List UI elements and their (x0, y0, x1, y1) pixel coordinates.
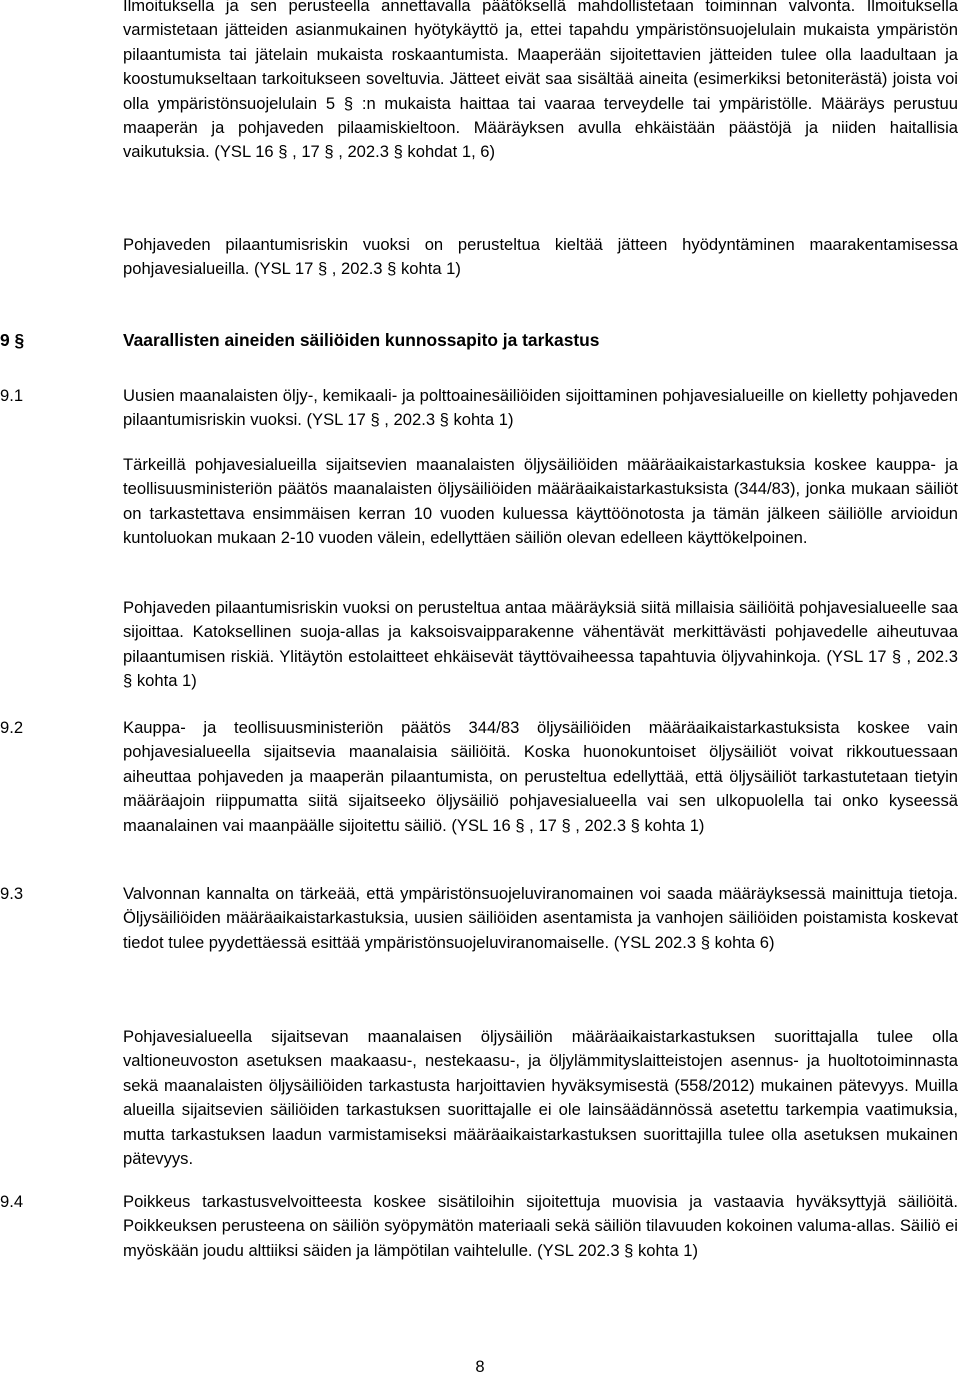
item-number-9-1: 9.1 (0, 386, 24, 405)
item-9-1-paragraph-1: Uusien maanalaisten öljy-, kemikaali- ja polttoainesäiliöiden sijoittaminen pohjavesialueille on kielletty pohjaveden pilaantumisriskin vuoksi. (YSL 17 § , 202.3 § kohta 1) (123, 386, 958, 430)
item-9-2-paragraph-1: Kauppa- ja teollisuusministeriön päätös 344/83 öljysäiliöiden määräaikaistarkastuksista koskee vain pohjavesialueella sijaitsevia maanalaisia säiliöitä. Koska huonokuntoiset öljysäiliöt voivat rikkoutuessaan aiheuttaa pohjaveden ja maaperän pilaantumista, on perusteltua edellyttää, että öljysäiliöt tarkastutetaan tietyin määräajoin riippumatta siitä sijaitseeko öljysäiliö pohjavesialueella vai sen ulkopuolella tai onko kyseessä maanalainen vai maanpäälle sijoitettu säiliö. (YSL 16 § , 17 § , 202.3 § kohta 1) (123, 718, 958, 835)
paragraph-notification-basis: Ilmoituksella ja sen perusteella annettavalla päätöksellä mahdollistetaan toiminnan valvonta. Ilmoituksella varmistetaan jätteiden asianmukainen hyötykäyttö ja, ettei tapahdu ympäristönsuojelulain mukaista ympäristön pilaantumista tai jätelain mukaista roskaantumista. Maaperään sijoitettavien jätteiden tulee olla laadultaan ja koostumukseltaan tarkoitukseen soveltuvia. Jätteet eivät saa sisältää aineita (esimerkiksi betoniterästä) joista voi olla ympäristönsuojelulain 5 § :n mukaista haittaa tai vaaraa terveydelle tai ympäristölle. Määräys perustuu maaperän ja pohjaveden pilaamiskieltoon. Määräyksen avulla ehkäistään päästöjä ja niiden haitallisia vaikutuksia. (YSL 16 § , 17 § , 202.3 § kohdat 1, 6) (123, 0, 958, 162)
item-9-3-paragraph-1: Valvonnan kannalta on tärkeää, että ympäristönsuojeluviranomainen voi saada määräyksessä mainittuja tietoja. Öljysäiliöiden määräaikaistarkastuksia, uusien säiliöiden asentamista ja vanhojen säiliöiden poistamista koskevat tiedot tulee pyydettäessä esittää ympäristönsuojeluviranomaiselle. (YSL 202.3 § kohta 6) (123, 884, 958, 952)
item-number-9-3: 9.3 (0, 884, 24, 903)
page-number: 8 (475, 1357, 485, 1376)
item-9-1-paragraph-3: Pohjaveden pilaantumisriskin vuoksi on perusteltua antaa määräyksiä siitä millaisia säiliöitä pohjavesialueelle saa sijoittaa. Katoksellinen suoja-allas ja kaksoisvaipparakenne vähentävät merkittävästi pohjavedelle aiheutuvaa pilaantumisen riskiä. Ylitäytön estolaitteet ehkäisevät täyttövaiheessa tapahtuvia öljyvahinkoja. (YSL 17 § , 202.3 § kohta 1) (123, 598, 958, 691)
item-9-3-paragraph-2: Pohjavesialueella sijaitsevan maanalaisen öljysäiliön määräaikaistarkastuksen suorittajalla tulee olla valtioneuvoston asetuksen maakaasu-, nestekaasu-, ja öljylämmityslaitteistojen asennus- ja huoltotoiminnasta sekä maanalaisten öljysäiliöiden tarkastusta harjoittavien hyväksymisestä (558/2012) mukainen pätevyys. Muilla alueilla sijaitsevien säiliöiden tarkastuksen suorittajalle ei ole lainsäädännössä asetettu tarkempia vaatimuksia, mutta tarkastuksen laadun varmistamiseksi määräaikaistarkastuksen suorittajilla tulee olla asetuksen mukainen pätevyys. (123, 1027, 958, 1169)
item-9-1-paragraph-2: Tärkeillä pohjavesialueilla sijaitsevien maanalaisten öljysäiliöiden määräaikaistarkastuksia koskee kauppa- ja teollisuusministeriön päätös maanalaisten öljysäiliöiden määräaikaistarkastuksista (344/83), jonka mukaan säiliöt on tarkastettava ensimmäisen kerran 10 vuoden kuluessa käyttöönotosta ja tämän jälkeen säiliölle arvioidun kuntoluokan mukaan 2-10 vuoden välein, edellyttäen säiliön olevan edelleen käyttökelpoinen. (123, 455, 958, 548)
item-number-9-2: 9.2 (0, 718, 24, 737)
section-title: Vaarallisten aineiden säiliöiden kunnossapito ja tarkastus (123, 330, 600, 350)
section-number: 9 § (0, 330, 25, 350)
item-9-4-paragraph-1: Poikkeus tarkastusvelvoitteesta koskee sisätiloihin sijoitettuja muovisia ja vastaavia hyväksyttyjä säiliöitä. Poikkeuksen perusteena on säiliön syöpymätön materiaali sekä säiliön tilavuuden kokoinen valuma-allas. Säiliö ei myöskään joudu alttiiksi säiden ja lämpötilan vaihtelulle. (YSL 202.3 § kohta 1) (123, 1192, 958, 1260)
paragraph-groundwater-ban: Pohjaveden pilaantumisriskin vuoksi on perusteltua kieltää jätteen hyödyntäminen maarakentamisessa pohjavesialueilla. (YSL 17 § , 202.3 § kohta 1) (123, 235, 958, 279)
item-number-9-4: 9.4 (0, 1192, 24, 1211)
